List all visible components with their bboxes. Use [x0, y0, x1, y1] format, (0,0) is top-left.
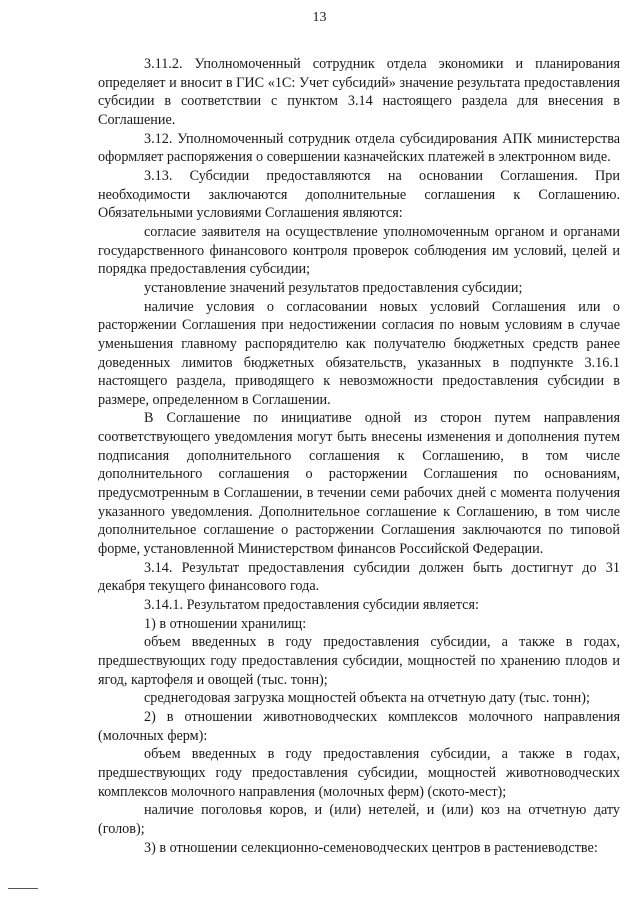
paragraph-3-13: 3.13. Субсидии предоставляются на основании Соглашения. При необходимости заключаются дополнительные соглашения к Соглашению. Обязательными условиями Соглашения являются:	[98, 167, 620, 222]
condition-result-values: установление значений результатов предоставления субсидии;	[144, 279, 523, 296]
paragraph-3-11-2: 3.11.2. Уполномоченный сотрудник отдела экономики и планирования определяет и вносит в ГИС «1С: Учет субсидий» значение результата предоставления субсидии в соответствии с пунктом 3.14 настоящего раздела для внесения в Соглашение.	[98, 56, 620, 128]
list-item-3: 3) в отношении селекционно-семеноводческих центров в растениеводстве:	[144, 839, 598, 856]
list-item-1: 1) в отношении хранилищ:	[144, 615, 307, 632]
dairy-volume-item: объем введенных в году предоставления субсидии, а также в годах, предшествующих году предоставления субсидии, мощностей животноводческих комплексов молочного направления (молочных ферм) (ското-мест);	[98, 746, 620, 800]
storage-volume-item: объем введенных в году предоставления субсидии, а также в годах, предшествующих году предоставления субсидии, мощностей по хранению плодов и ягод, картофеля и овощей (тыс. тонн);	[98, 634, 620, 688]
footer-rule	[8, 888, 38, 889]
list-item-2: 2) в отношении животноводческих комплексов молочного направления (молочных ферм):	[98, 708, 620, 744]
condition-consent: согласие заявителя на осуществление уполномоченным органом и органами государственного финансового контроля проверок соблюдения им условий, целей и порядка предоставления субсидии;	[98, 223, 620, 278]
livestock-item: наличие поголовья коров, и (или) нетелей, и (или) коз на отчетную дату (голов);	[98, 802, 620, 837]
paragraph-3-14-1: 3.14.1. Результатом предоставления субсидии является:	[144, 597, 479, 614]
document-body	[98, 55, 620, 857]
paragraph-3-12: 3.12. Уполномоченный сотрудник отдела субсидирования АПК министерства оформляет распоряжения о совершении казначейских платежей в электронном виде.	[98, 130, 620, 166]
paragraph-amendments: В Соглашение по инициативе одной из сторон путем направления соответствующего уведомления могут быть внесены изменения и дополнения путем подписания дополнительного соглашения к Соглашению, в том числе дополнительного соглашения о расторжении Соглашения по основаниям, предусмотренным в Соглашении, в течении семи рабочих дней с момента получения указанного уведомления. Дополнительное соглашение к Соглашению, в том числе дополнительное соглашение о расторжении Соглашения заключаются по типовой форме, установленной Министерством финансов Российской Федерации.	[98, 410, 620, 558]
storage-load-item: среднегодовая загрузка мощностей объекта на отчетную дату (тыс. тонн);	[144, 690, 590, 707]
page-number: 13	[312, 10, 327, 25]
condition-new-terms: наличие условия о согласовании новых условий Соглашения или о расторжении Соглашения при недостижении согласия по новым условиям в случае уменьшения главному распорядителю как получателю бюджетных средств ранее доведенных лимитов бюджетных обязательств, указанных в подпункте 3.16.1 настоящего раздела, приводящего к невозможности предоставления субсидии в размере, определенном в Соглашении.	[98, 298, 620, 408]
paragraph-3-14: 3.14. Результат предоставления субсидии должен быть достигнут до 31 декабря текущего финансового года.	[98, 559, 620, 595]
